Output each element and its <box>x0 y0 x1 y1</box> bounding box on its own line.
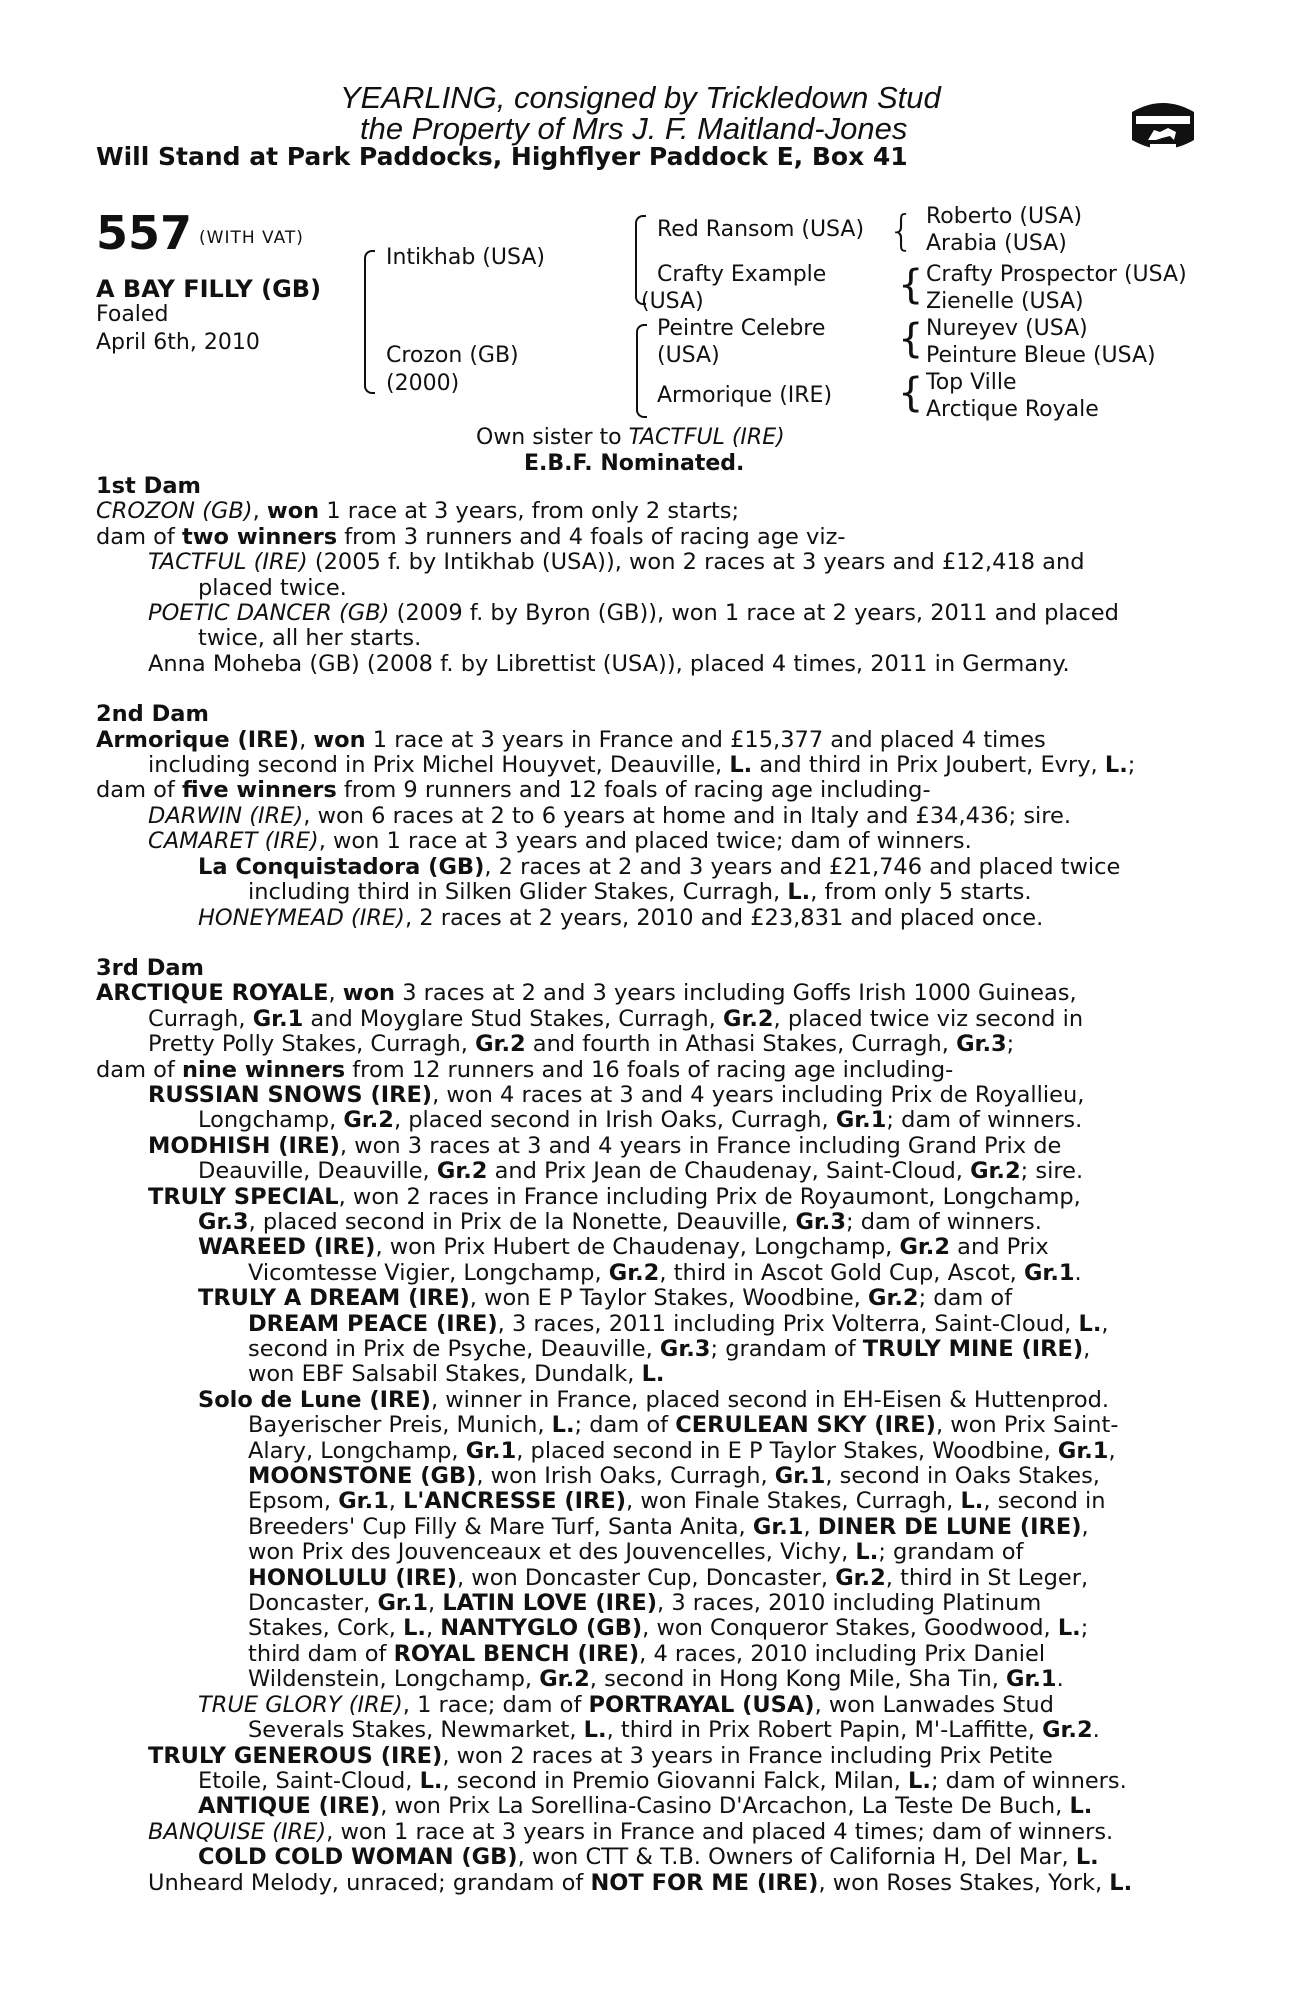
lot-title: A BAY FILLY (GB) <box>96 275 322 303</box>
sire-dam-country: (USA) <box>641 289 704 314</box>
header-property: the Property of Mrs J. F. Maitland-Jones <box>360 111 908 146</box>
catalogue-body: 1st Dam CROZON (GB), won 1 race at 3 years, from only 2 starts; dam of two winners from 3 runners and 4 foals of racing age viz- TACTFUL (IRE) (2005 f. by Intikhab (USA)), won 2 races at 3 years and £12,418 and placed twice. POETIC DANCER (GB) (2009 f. by Byron (GB)), won 1 race at 2 years, 2011 and placed twice, all her starts. Anna Moheba (GB) (2008 f. by Librettist (USA)), placed 4 times, 2011 in Germany. 2nd Dam Armorique (IRE), won 1 race at 3 years in France and £15,377 and placed 4 times including second in Prix Michel Houyvet, Deauville, L. and third in Prix Joubert, Evry, L.; dam of five winners from 9 runners and 12 foals of racing age including- DARWIN (IRE), won 6 races at 2 to 6 years at home and in Italy and £34,436; sire. CAMARET (IRE), won 1 race at 3 years and placed twice; dam of winners. La Conquistadora (GB), 2 races at 2 and 3 years and £21,746 and placed twice including third in Silken Glider Stakes, Curragh, L., from only 5 starts. HONEYMEAD (IRE), 2 races at 2 years, 2010 and £23,831 and placed once. 3rd Dam ARCTIQUE ROYALE, won 3 races at 2 and 3 years including Goffs Irish 1000 Guineas, Curragh, Gr.1 and Moyglare Stud Stakes, Curragh, Gr.2, placed twice viz second in Pretty Polly Stakes, Curragh, Gr.2 and fourth in Athasi Stakes, Curragh, Gr.3; dam of nine winners from 12 runners and 16 foals of racing age including- RUSSIAN SNOWS (IRE), won 4 races at 3 and 4 years including Prix de Royallieu, Longchamp, Gr.2, placed second in Irish Oaks, Curragh, Gr.1; dam of winners. MODHISH (IRE), won 3 races at 3 and 4 years in France including Grand Prix de Deauville, Deauville, Gr.2 and Prix Jean de Chaudenay, Saint-Cloud, Gr.2; sire. TRULY SPECIAL, won 2 races in France including Prix de Royaumont, Longchamp, Gr.3, placed second in Prix de la Nonette, Deauville, Gr.3; dam of winners. WAREED (IRE), won Prix Hubert de Chaudenay, Longchamp, Gr.2 and Prix Vicomtesse Vigier, Longchamp, Gr.2, third in Ascot Gold Cup, Ascot, Gr.1. TRULY A DREAM (IRE), won E P Taylor Stakes, Woodbine, Gr.2; dam of DREAM PEACE (IRE), 3 races, 2011 including Prix Volterra, Saint-Cloud, L., second in Prix de Psyche, Deauville, Gr.3; grandam of TRULY MINE (IRE), won EBF Salsabil Stakes, Dundalk, L. Solo de Lune (IRE), winner in France, placed second in EH-Eisen & Huttenprod. Bayerischer Preis, Munich, L.; dam of CERULEAN SKY (IRE), won Prix Saint- Alary, Longchamp, Gr.1, placed second in E P Taylor Stakes, Woodbine, Gr.1, MOONSTONE (GB), won Irish Oaks, Curragh, Gr.1, second in Oaks Stakes, Epsom, Gr.1, L'ANCRESSE (IRE), won Finale Stakes, Curragh, L., second in Breeders' Cup Filly & Mare Turf, Santa Anita, Gr.1, DINER DE LUNE (IRE), won Prix des Jouvenceaux et des Jouvencelles, Vichy, L.; grandam of HONOLULU (IRE), won Doncaster Cup, Doncaster, Gr.2, third in St Leger, Doncaster, Gr.1, LATIN LOVE (IRE), 3 races, 2010 including Platinum Stakes, Cork, L., NANTYGLO (GB), won Conqueror Stakes, Goodwood, L.; third dam of ROYAL BENCH (IRE), 4 races, 2010 including Prix Daniel Wildenstein, Longchamp, Gr.2, second in Hong Kong Mile, Sha Tin, Gr.1. TRUE GLORY (IRE), 1 race; dam of PORTRAYAL (USA), won Lanwades Stud Severals Stakes, Newmarket, L., third in Prix Robert Papin, M'-Laffitte, Gr.2. TRULY GENEROUS (IRE), won 2 races at 3 years in France including Prix Petite Etoile, Saint-Cloud, L., second in Premio Giovanni Falck, Milan, L.; dam of winners. ANTIQUE (IRE), won Prix La Sorellina-Casino D'Arcachon, La Teste De Buch, L. BANQUISE (IRE), won 1 race at 3 years in France and placed 4 times; dam of winners. COLD COLD WOMAN (GB), won CTT & T.B. Owners of California H, Del Mar, L. Unheard Melody, unraced; grandam of NOT FOR ME (IRE), won Roses Stakes, York, L. <box>96 474 1200 1896</box>
g8: Arctique Royale <box>926 397 1099 422</box>
dam-sire-country: (USA) <box>657 343 720 368</box>
bracket-glyph-4: { <box>898 370 924 416</box>
dam-year: (2000) <box>386 371 460 396</box>
g4: Zienelle (USA) <box>926 289 1084 314</box>
bracket-glyph-2: { <box>898 262 924 308</box>
yearling-bonus-badge-icon <box>1128 96 1198 156</box>
sire-dam: Crafty Example <box>657 262 827 287</box>
g5: Nureyev (USA) <box>926 316 1088 341</box>
g6: Peinture Bleue (USA) <box>926 343 1156 368</box>
dam-dam: Armorique (IRE) <box>657 383 833 408</box>
foaled-label: Foaled <box>96 302 169 327</box>
own-sister-note: Own sister to TACTFUL (IRE) <box>476 425 785 450</box>
sire-dam-bracket <box>364 250 375 394</box>
bracket-glyph-1: { <box>888 206 915 255</box>
sire-sire: Red Ransom (USA) <box>657 217 865 242</box>
foaled-date: April 6th, 2010 <box>96 330 260 355</box>
g2: Arabia (USA) <box>926 231 1067 256</box>
dam-sire: Peintre Celebre <box>657 316 826 341</box>
second-dam-heading: 2nd Dam <box>96 701 209 728</box>
g1: Roberto (USA) <box>926 204 1083 229</box>
g7: Top Ville <box>926 370 1017 395</box>
dam-line-bracket <box>636 324 647 418</box>
bracket-glyph-3: { <box>898 316 924 362</box>
sire: Intikhab (USA) <box>386 245 545 270</box>
dam: Crozon (GB) <box>386 343 519 368</box>
header-location: Will Stand at Park Paddocks, Highflyer Paddock E, Box 41 <box>96 142 908 171</box>
first-dam-heading: 1st Dam <box>96 473 201 499</box>
g3: Crafty Prospector (USA) <box>926 262 1187 287</box>
ebf-nominated: E.B.F. Nominated. <box>524 451 745 476</box>
third-dam-heading: 3rd Dam <box>96 954 204 981</box>
vat-label: (WITH VAT) <box>199 228 304 248</box>
lot-number: 557 <box>96 206 193 260</box>
header-consignor: YEARLING, consigned by Trickledown Stud <box>340 80 941 115</box>
